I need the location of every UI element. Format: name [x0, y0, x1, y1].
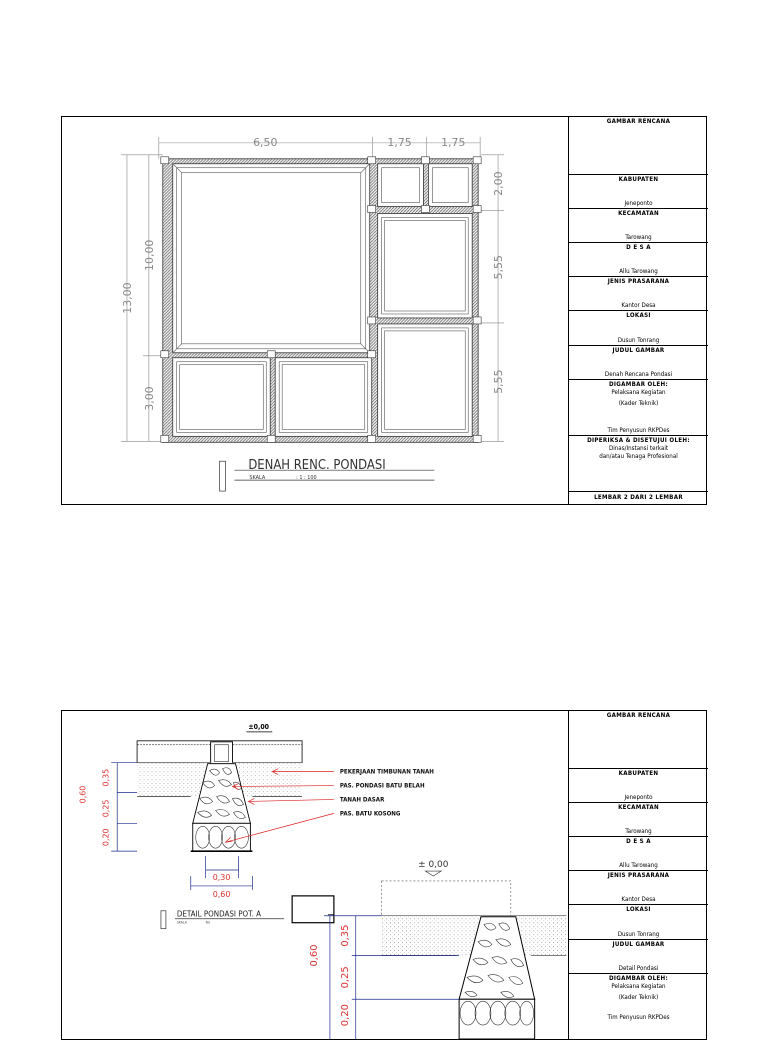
tb-jenis — [569, 277, 708, 311]
tb-lembar — [569, 492, 708, 505]
detail-a-dim-2: 0,25 — [101, 799, 111, 818]
tb-digambar-line2: (Kader Teknik) — [618, 400, 659, 407]
dim-top-1: 6,50 — [253, 135, 278, 149]
tb-jenis-value: Kantor Desa — [621, 302, 656, 309]
detail-a-level: ±0,00 — [248, 722, 270, 731]
tb-kecamatan-label: KECAMATAN — [618, 210, 659, 217]
right-dimensions — [481, 155, 504, 442]
detail-a-dim-bottom-1: 0,30 — [212, 872, 231, 882]
dim-right-3: 5,55 — [492, 369, 506, 394]
dim-right-1: 2,00 — [492, 171, 506, 196]
tb-kabupaten-label: KABUPATEN — [618, 176, 659, 183]
tb-diperiksa — [569, 436, 708, 492]
detail-a-section — [78, 723, 434, 929]
tb-lokasi-value: Dusun Tonrang — [617, 337, 660, 344]
tb2-judul-value: Detail Pondasi — [618, 965, 659, 972]
callout-batu-kosong: PAS. BATU KOSONG — [339, 810, 401, 818]
tb2-jenis — [569, 871, 708, 905]
tb-kabupaten-value: Jeneponto — [624, 200, 653, 207]
tb2-lokasi-value: Dusun Tonrang — [617, 931, 660, 938]
tb-digambar-line1: Pelaksana Kegiatan — [611, 389, 666, 396]
tb-kecamatan-value: Tarowang — [625, 234, 652, 241]
tb2-judul-label: JUDUL GAMBAR — [612, 941, 665, 948]
tb2-kabupaten-value: Jeneponto — [624, 794, 653, 801]
detail-title: DETAIL PONDASI POT. A — [176, 909, 262, 919]
tb2-kabupaten — [569, 769, 708, 803]
plan-scale-label: SKALA — [249, 475, 266, 482]
dim-top-3: 1,75 — [441, 135, 466, 149]
detail-a-dim-3: 0,20 — [101, 828, 111, 847]
tb-judul — [569, 346, 708, 380]
detail-a-dim-bottom-2: 0,60 — [212, 889, 231, 899]
dim-left-total: 13,00 — [120, 282, 134, 314]
detail-scale-label: SKALA — [176, 920, 187, 925]
tb2-digambar-line3: Tim Penyusun RKPDes — [607, 1014, 670, 1021]
detail-b-dim-total: 0,60 — [308, 944, 320, 967]
tb2-kabupaten-label: KABUPATEN — [618, 770, 659, 777]
tb-judul-label: JUDUL GAMBAR — [612, 347, 665, 354]
tb-lokasi — [569, 311, 708, 346]
tb2-header-text: GAMBAR RENCANA — [606, 712, 671, 719]
detail-b-dim-2: 0,25 — [339, 966, 351, 989]
tb-lokasi-label: LOKASI — [626, 312, 651, 319]
tb-diperiksa-label: DIPERIKSA & DISETUJUI OLEH: — [587, 437, 690, 444]
tb2-desa — [569, 837, 708, 871]
top-dimensions — [159, 137, 480, 159]
tb2-judul — [569, 940, 708, 974]
tb2-header — [569, 711, 708, 769]
tb-diperiksa-line1: Dinas/Instansi terkait — [608, 445, 669, 452]
plan-scale-value: : 1 : 100 — [296, 475, 317, 482]
tb2-digambar-line2: (Kader Teknik) — [618, 994, 659, 1001]
title-block-2 — [568, 711, 708, 1039]
plan-title: DENAH RENC. PONDASI — [248, 458, 386, 474]
dim-left-lower: 3,00 — [142, 386, 156, 411]
dim-left-upper: 10,00 — [142, 239, 156, 271]
tb-digambar-line3: Tim Penyusun RKPDes — [607, 427, 670, 434]
tb2-digambar-label: DIGAMBAR OLEH: — [608, 975, 669, 982]
tb-digambar-label: DIGAMBAR OLEH: — [608, 381, 669, 388]
tb2-jenis-label: JENIS PRASARANA — [607, 872, 670, 879]
tb-diperiksa-line2: dan/atau Tenaga Profesional — [599, 453, 678, 460]
tb2-kecamatan — [569, 803, 708, 837]
detail-a-dim-total: 0,60 — [78, 785, 88, 804]
tb-kabupaten — [569, 175, 708, 209]
tb-lembar-text: LEMBAR 2 DARI 2 LEMBAR — [594, 494, 683, 501]
detail-b-section — [292, 860, 566, 1039]
tb2-kecamatan-label: KECAMATAN — [618, 804, 659, 811]
tb-judul-value: Denah Rencana Pondasi — [604, 371, 673, 378]
title-block-1 — [568, 117, 708, 504]
dim-top-2: 1,75 — [387, 135, 412, 149]
tb-desa-label: D E S A — [626, 244, 651, 251]
drawing-sheet-2 — [61, 710, 707, 1040]
callout-tanah-dasar: TANAH DASAR — [339, 796, 385, 804]
foundation-detail-drawing — [62, 711, 568, 1039]
callout-timbunan: PEKERJAAN TIMBUNAN TANAH — [339, 768, 434, 776]
tb2-digambar — [569, 974, 708, 1041]
detail-b-dim-3: 0,20 — [339, 1004, 351, 1027]
tb-desa-value: Allu Tarowang — [619, 268, 658, 275]
tb-kecamatan — [569, 209, 708, 243]
tb2-digambar-line1: Pelaksana Kegiatan — [611, 983, 666, 990]
tb2-jenis-value: Kantor Desa — [621, 896, 656, 903]
detail-b-level: ± 0,00 — [418, 860, 449, 871]
foundation-walls — [161, 157, 481, 443]
detail-a-dim-1: 0,35 — [101, 768, 111, 787]
foundation-plan-drawing — [62, 117, 568, 504]
tb-jenis-label: JENIS PRASARANA — [607, 278, 670, 285]
tb-header-text: GAMBAR RENCANA — [606, 118, 671, 125]
drawing-sheet-1 — [61, 116, 707, 505]
dim-right-2: 5,55 — [492, 255, 506, 280]
tb2-desa-value: Allu Tarowang — [619, 862, 658, 869]
tb-desa — [569, 243, 708, 277]
tb-digambar — [569, 380, 708, 436]
tb2-lokasi-label: LOKASI — [626, 906, 651, 913]
detail-scale-value: NS — [205, 920, 210, 925]
tb2-lokasi — [569, 905, 708, 940]
detail-b-dim-1: 0,35 — [339, 924, 351, 947]
tb2-kecamatan-value: Tarowang — [625, 828, 652, 835]
tb2-desa-label: D E S A — [626, 838, 651, 845]
tb-header — [569, 117, 708, 175]
callout-batu-belah: PAS. PONDASI BATU BELAH — [339, 782, 425, 790]
